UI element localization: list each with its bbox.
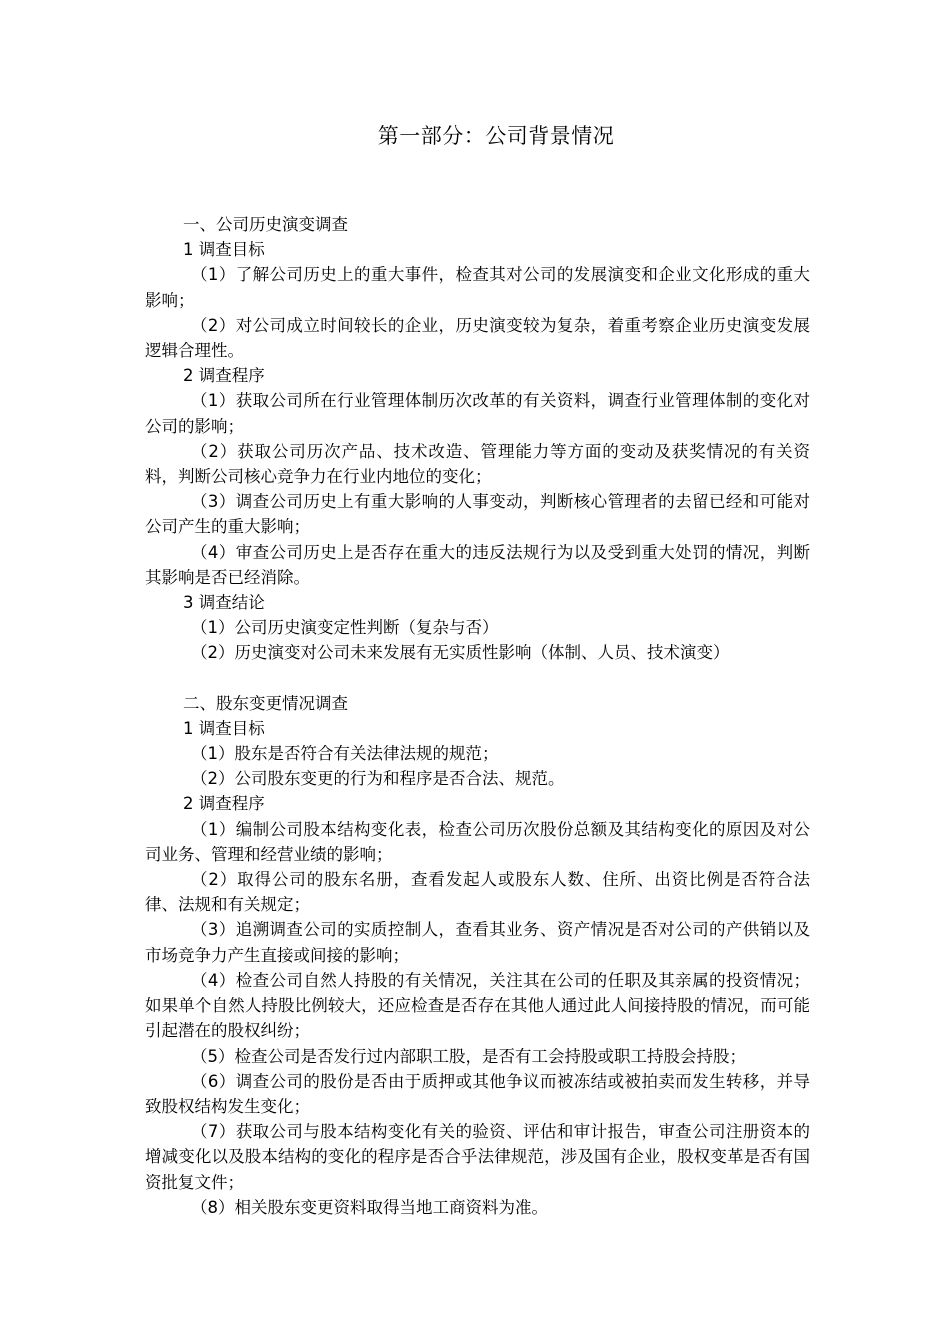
list-item: （4）检查公司自然人持股的有关情况，关注其在公司的任职及其亲属的投资情况；如果单个自然人持股比例较大，还应检查是否存在其他人通过此人间接持股的情况，而可能引起潜在的股权纠纷； [145,970,810,1041]
section-heading: 二、股东变更情况调查 [183,693,348,713]
list-item: （1）获取公司所在行业管理体制历次改革的有关资料，调查行业管理体制的变化对公司的影响； [145,391,810,436]
list-item: （1）股东是否符合有关法律法规的规范； [191,744,499,764]
list-item: （2）取得公司的股东名册，查看发起人或股东人数、住所、出资比例是否符合法律、法规和有关规定； [145,870,810,915]
list-item: （2）对公司成立时间较长的企业，历史演变较为复杂，着重考察企业历史演变发展逻辑合理性。 [145,315,810,361]
list-item: （8）相关股东变更资料取得当地工商资料为准。 [191,1197,548,1217]
subsection-label: 1 调查目标 [183,718,265,738]
list-item: （5）检查公司是否发行过内部职工股，是否有工会持股或职工持股会持股； [191,1046,746,1066]
list-item: （1）了解公司历史上的重大事件，检查其对公司的发展演变和企业文化形成的重大影响； [145,265,810,310]
section-heading: 一、公司历史演变调查 [183,215,348,234]
list-item: （2）公司股东变更的行为和程序是否合法、规范。 [191,769,565,789]
subsection-label: 3 调查结论 [183,593,265,613]
list-item: （7）获取公司与股本结构变化有关的验资、评估和审计报告，审查公司注册资本的增减变化以及股本结构的变化的程序是否合乎法律规范，涉及国有企业，股权变革是否有国资批复文件； [145,1122,810,1192]
section-spacer [145,666,810,691]
list-item: （3）追溯调查公司的实质控制人，查看其业务、资产情况是否对公司的产供销以及市场竞争力产生直接或间接的影响； [145,920,810,965]
list-item: （2）获取公司历次产品、技术改造、管理能力等方面的变动及获奖情况的有关资料，判断公司核心竞争力在行业内地位的变化； [145,441,810,487]
subsection-label: 1 调查目标 [183,240,265,260]
list-item: （3）调查公司历史上有重大影响的人事变动，判断核心管理者的去留已经和可能对公司产生的重大影响； [145,492,810,537]
list-item: （6）调查公司的股份是否由于质押或其他争议而被冻结或被拍卖而发生转移，并导致股权结构发生变化； [145,1071,810,1116]
list-item: （4）审查公司历史上是否存在重大的违反法规行为以及受到重大处罚的情况，判断其影响是否已经消除。 [145,542,810,587]
page-title: 第一部分：公司背景情况 [377,124,615,148]
list-item: （1）编制公司股本结构变化表，检查公司历次股份总额及其结构变化的原因及对公司业务、管理和经营业绩的影响； [145,819,810,864]
document-body [145,212,810,1220]
subsection-label: 2 调查程序 [183,366,265,386]
list-item: （2）历史演变对公司未来发展有无实质性影响（体制、人员、技术演变） [191,643,730,663]
list-item: （1）公司历史演变定性判断（复杂与否） [191,618,499,638]
subsection-label: 2 调查程序 [183,794,265,814]
